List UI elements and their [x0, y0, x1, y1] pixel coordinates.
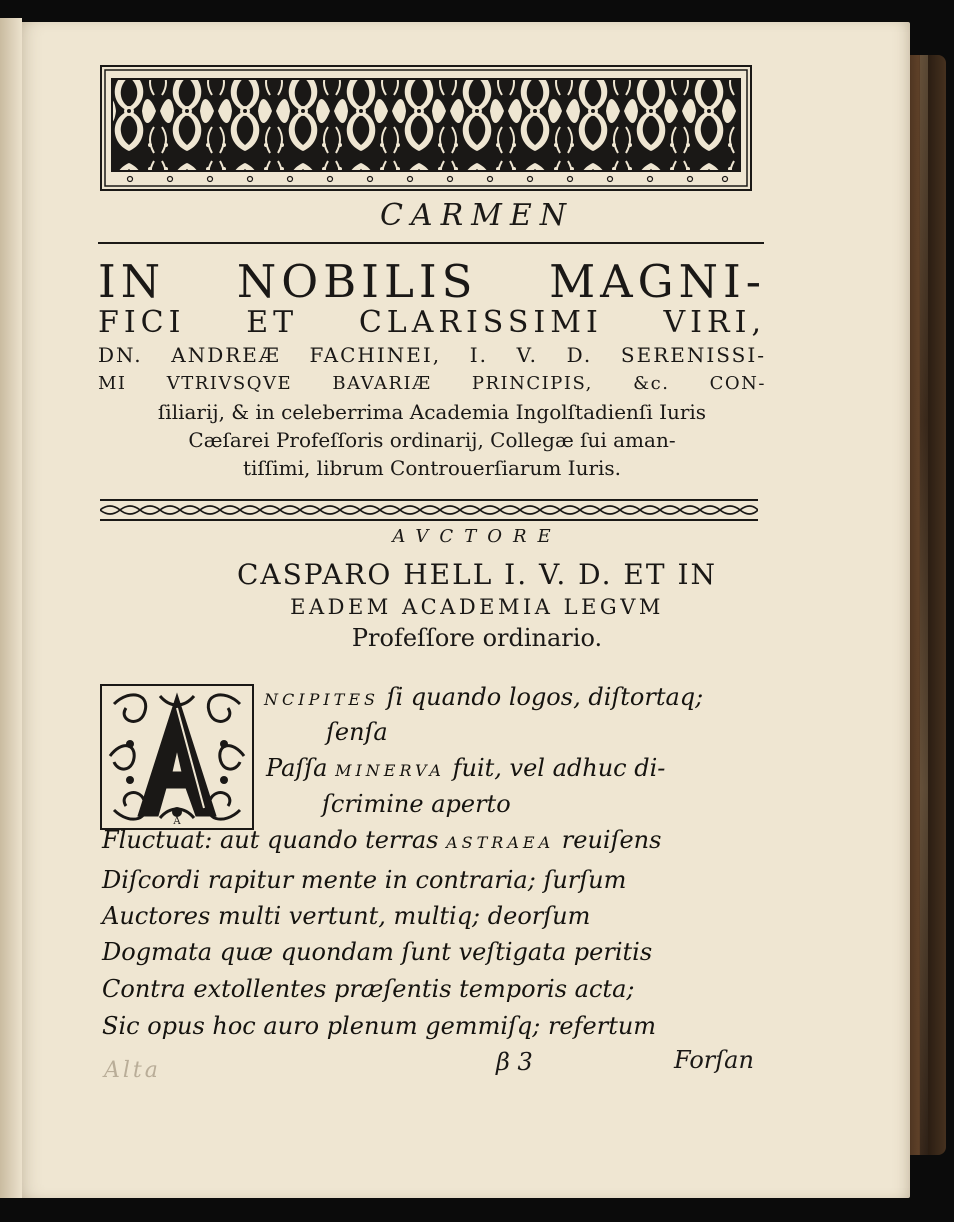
title-line-1: IN NOBILIS MAGNI-	[98, 255, 766, 308]
title-block	[98, 255, 766, 482]
verse-line-10: Sic opus hoc auro plenum gemmiſq; refertum	[102, 1012, 657, 1040]
verse-line-4: ſcrimine aperto	[322, 790, 511, 818]
verse-line-1-caps: NCIPITES	[264, 690, 379, 709]
verse-line-5	[102, 826, 661, 854]
verse-line-5-a: Fluctuat: aut quando terras	[102, 826, 447, 854]
decorative-double-rule	[100, 498, 758, 522]
verse-line-3-a: Paſſa	[266, 754, 336, 782]
verse-line-3	[266, 754, 665, 782]
verse-line-5-caps: ASTRAEA	[446, 833, 555, 852]
verse-line-8: Dogmata quæ quondam ſunt veſtigata peritis	[102, 938, 653, 966]
catchword: Forſan	[674, 1046, 754, 1074]
auctore-label: AVCTORE	[392, 526, 562, 547]
title-line-6: Cæſarei Profeſſoris ordinarij, Collegæ ſui aman-	[188, 428, 676, 452]
ornamental-header-band	[100, 65, 752, 191]
title-line-7: tiſſimi, librum Controuerſiarum Iuris.	[242, 456, 622, 480]
author-line-3: Profeſſore ordinario.	[351, 624, 603, 652]
bleed-through-text: Alta	[104, 1058, 161, 1083]
carmen-heading: CARMEN	[379, 198, 575, 233]
title-line-3: DN. ANDREÆ FACHINEI, I. V. D. SERENISSI-	[98, 343, 766, 367]
verse-line-3-c: fuit, vel adhuc di-	[444, 754, 666, 782]
author-line-1: CASPARO HELL I. V. D. ET IN	[236, 558, 717, 591]
title-line-2: FICI ET CLARISSIMI VIRI,	[98, 305, 766, 340]
verse-line-3-caps: MINERVA	[335, 761, 445, 780]
verse-line-9: Contra extollentes præſentis temporis acta;	[102, 975, 635, 1003]
verse-line-1-text: ſi quando logos, diſtortaq;	[378, 683, 704, 711]
title-line-5: ſiliarij, & in celeberrima Academia Ingolſtadienſi Iuris	[157, 400, 707, 424]
decorated-initial-letter	[100, 684, 254, 830]
verse-line-6: Diſcordi rapitur mente in contraria; ſurſum	[102, 866, 627, 894]
verse-line-7: Auctores multi vertunt, multiq; deorſum	[102, 902, 591, 930]
verse-line-1	[264, 683, 703, 711]
signature-mark: β 3	[496, 1048, 533, 1076]
verse-line-5-c: reuiſens	[554, 826, 662, 854]
initial-letter-text: A	[173, 816, 181, 827]
verse-line-2: ſenſa	[326, 718, 388, 746]
heading-rule	[98, 242, 764, 244]
title-line-4: MI VTRIVSQVE BAVARIÆ PRINCIPIS, &c. CON-	[98, 373, 766, 394]
author-line-2: EADEM ACADEMIA LEGVM	[290, 595, 664, 619]
